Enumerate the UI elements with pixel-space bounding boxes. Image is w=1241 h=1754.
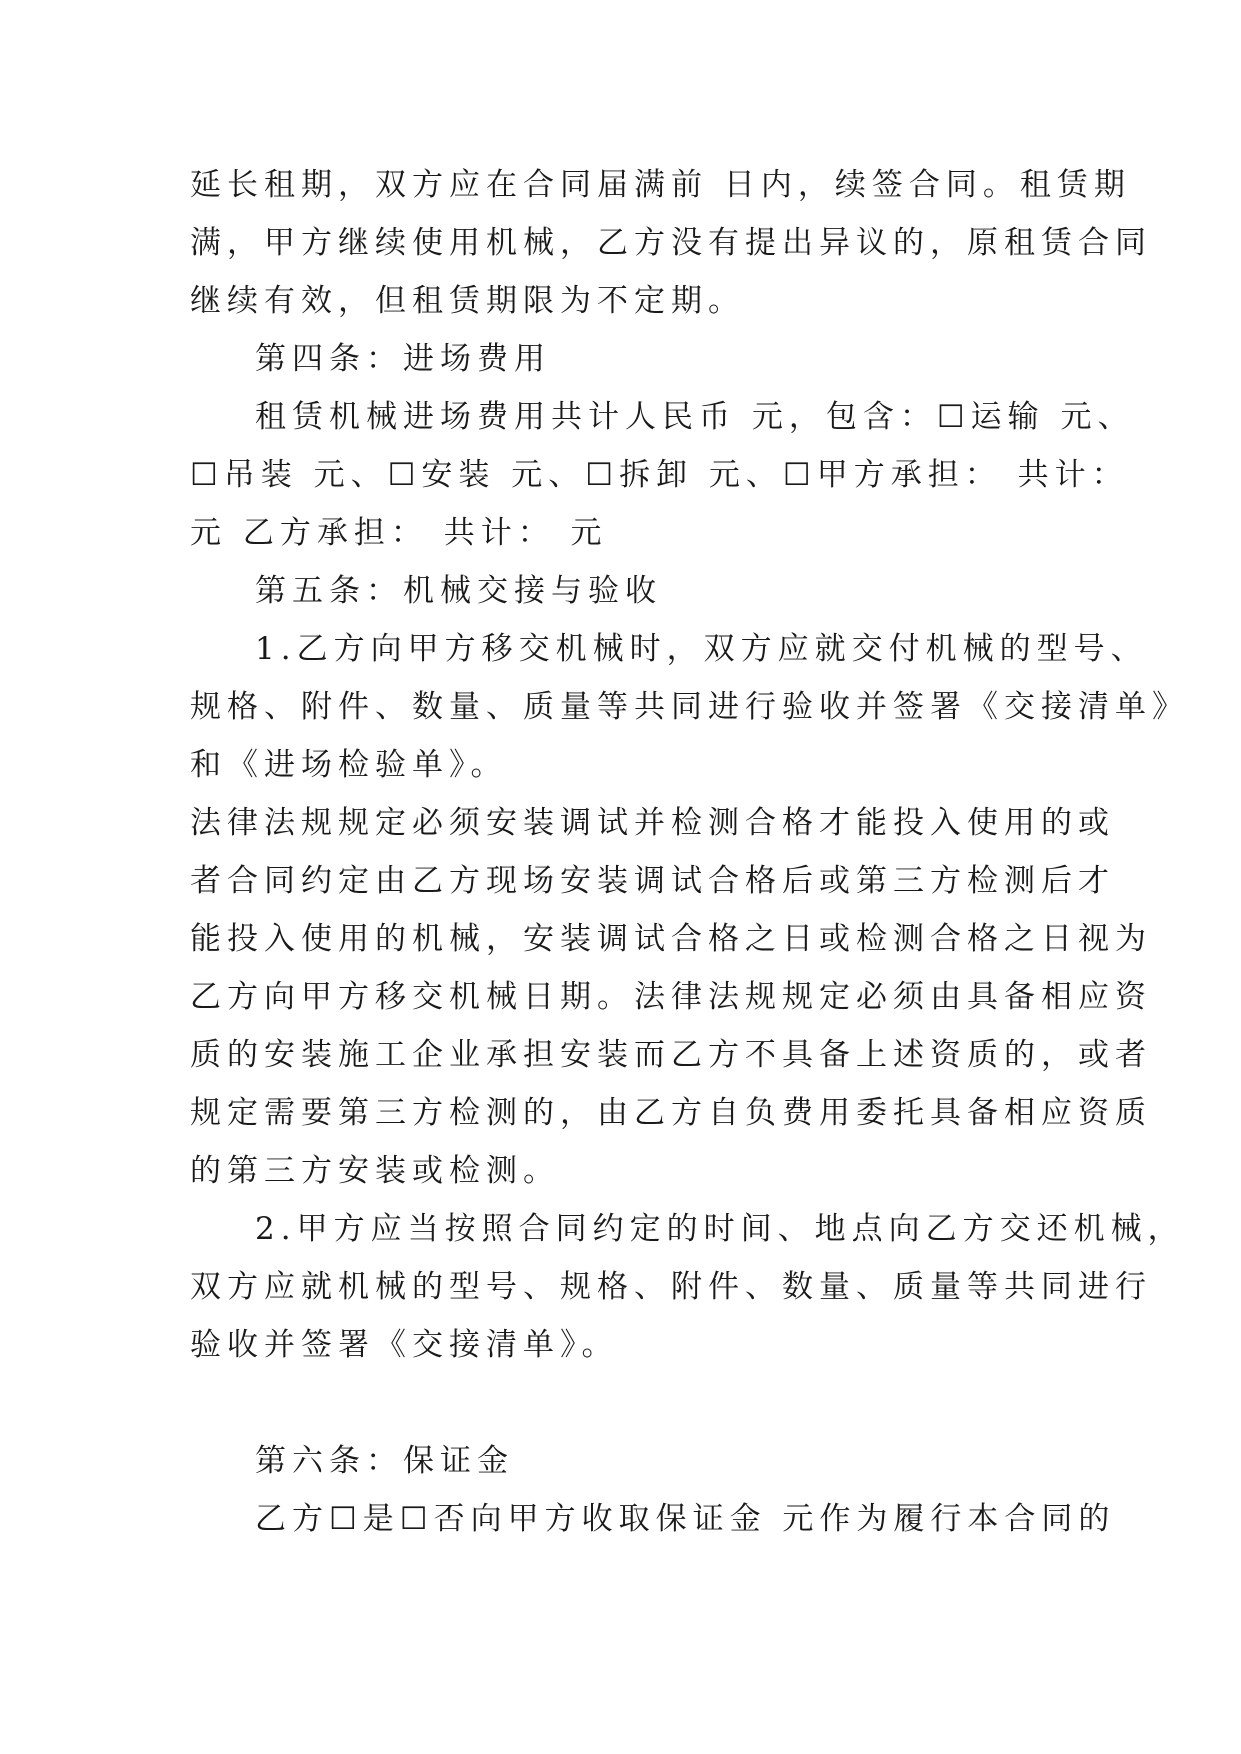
text-line: 的第三方安装或检测。 [190,1153,560,1189]
text-line: 双方应就机械的型号、规格、附件、数量、质量等共同进行 [190,1269,1152,1305]
text-line: 满，甲方继续使用机械，乙方没有提出异议的，原租赁合同 [190,225,1152,261]
text-line: 者合同约定由乙方现场安装调试合格后或第三方检测后才 [190,863,1115,899]
text-line: 和《进场检验单》。 [190,747,508,783]
text-line: 法律法规规定必须安装调试并检测合格才能投入使用的或 [190,805,1115,841]
text-line: 元 乙方承担： 共计： 元 [190,515,608,551]
section-heading-5: 第五条：机械交接与验收 [255,573,662,609]
text-line: 能投入使用的机械，安装调试合格之日或检测合格之日视为 [190,921,1152,957]
text-line: 乙方☐是☐否向甲方收取保证金 元作为履行本合同的 [255,1501,1116,1537]
text-line: 租赁机械进场费用共计人民币 元，包含：☐运输 元、 [255,399,1135,435]
text-line: 1.乙方向甲方移交机械时，双方应就交付机械的型号、 [255,631,1148,667]
section-heading-6: 第六条：保证金 [255,1443,514,1479]
text-line: 质的安装施工企业承担安装而乙方不具备上述资质的，或者 [190,1037,1152,1073]
text-line: 延长租期，双方应在合同届满前 日内，续签合同。租赁期 [190,167,1131,203]
text-line: 2.甲方应当按照合同约定的时间、地点向乙方交还机械， [255,1211,1185,1247]
text-line: 规定需要第三方检测的，由乙方自负费用委托具备相应资质 [190,1095,1152,1131]
section-heading-4: 第四条：进场费用 [255,341,551,377]
text-line: 验收并签署《交接清单》。 [190,1327,619,1363]
text-line: 乙方向甲方移交机械日期。法律法规规定必须由具备相应资 [190,979,1152,1015]
text-line: 继续有效，但租赁期限为不定期。 [190,283,745,319]
text-line: ☐吊装 元、☐安装 元、☐拆卸 元、☐甲方承担： 共计： [190,457,1129,493]
text-line: 规格、附件、数量、质量等共同进行验收并签署《交接清单》 [190,689,1189,725]
